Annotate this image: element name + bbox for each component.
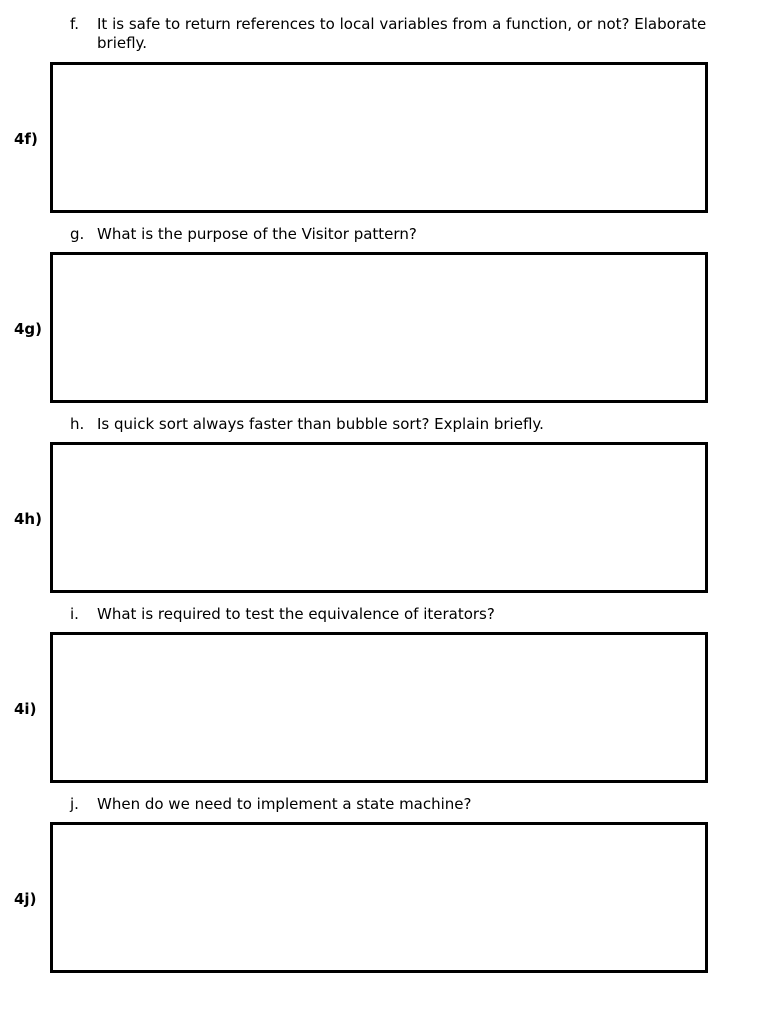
answer-box-4g[interactable] [50, 252, 708, 403]
question-text: What is the purpose of the Visitor pattern? [97, 225, 417, 243]
question-text: It is safe to return references to local variables from a function, or not? Elaborate briefly. [97, 15, 707, 52]
question-i [70, 605, 710, 624]
question-text: Is quick sort always faster than bubble sort? Explain briefly. [97, 415, 544, 433]
answer-box-4i[interactable] [50, 632, 708, 783]
question-f [70, 15, 710, 53]
question-text: What is required to test the equivalence of iterators? [97, 605, 495, 623]
question-g [70, 225, 710, 244]
question-letter: i. [70, 605, 79, 623]
question-j [70, 795, 710, 814]
question-h [70, 415, 710, 434]
question-letter: g. [70, 225, 85, 243]
answer-box-4j[interactable] [50, 822, 708, 973]
answer-box-4h[interactable] [50, 442, 708, 593]
question-letter: j. [70, 795, 79, 813]
answer-label-4h: 4h) [14, 510, 42, 528]
answer-box-4f[interactable] [50, 62, 708, 213]
answer-label-4j: 4j) [14, 890, 37, 908]
question-letter: f. [70, 15, 79, 33]
answer-label-4i: 4i) [14, 700, 37, 718]
question-text: When do we need to implement a state machine? [97, 795, 472, 813]
answer-label-4f: 4f) [14, 130, 38, 148]
question-letter: h. [70, 415, 85, 433]
answer-label-4g: 4g) [14, 320, 43, 338]
